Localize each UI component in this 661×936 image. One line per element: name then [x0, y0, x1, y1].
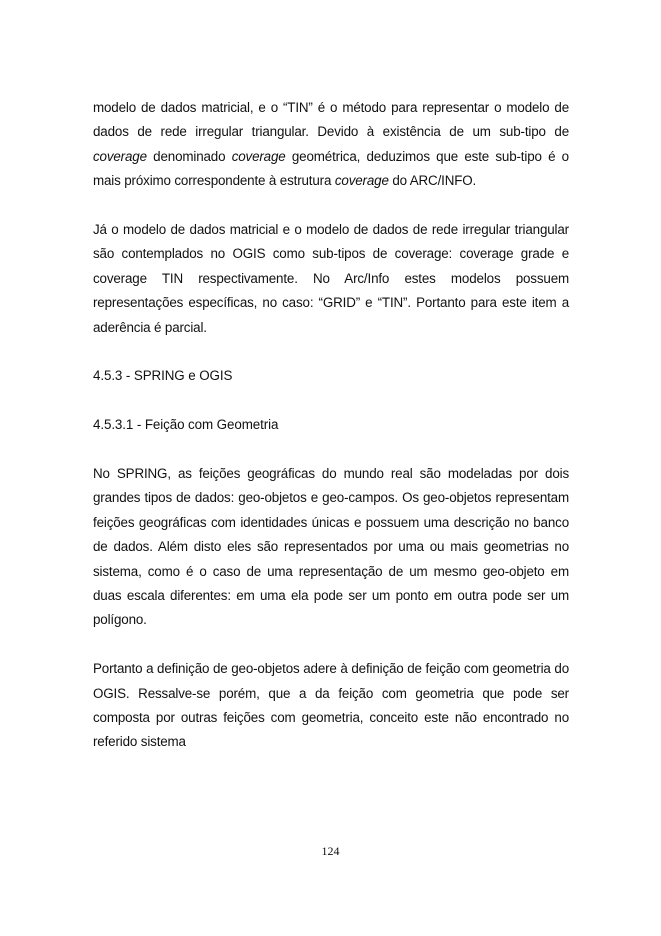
paragraph-text: do ARC/INFO. — [388, 173, 477, 189]
emphasis-coverage: coverage — [231, 148, 286, 164]
document-body — [93, 96, 569, 755]
paragraph-matrix-model: Já o modelo de dados matricial e o modelo de dados de rede irregular triangular são contemplados no OGIS como sub-tipos de coverage: coverage grade e coverage TIN respectivamente. No Arc/Info estes modelos possuem representações específicas, no caso: “GRID” e “TIN”. Portanto para este item a aderência é parcial. — [93, 222, 569, 335]
paragraph-text: modelo de dados matricial, e o “TIN” é o método para representar o modelo de dados de rede irregular triangular. Devido à existência de um sub-tipo de — [93, 100, 569, 140]
paragraph-text: geométrica, deduzimos que este sub-tipo é o mais próximo correspondente à estrutura — [93, 148, 569, 189]
paragraph-coverage — [93, 96, 569, 194]
paragraph-text: denominado — [146, 148, 232, 164]
emphasis-coverage: coverage — [93, 148, 147, 164]
section-heading: 4.5.3 - SPRING e OGIS — [93, 368, 233, 384]
paragraph-spring-features: No SPRING, as feições geográficas do mundo real são modeladas por dois grandes tipos de dados: geo-objetos e geo-campos. Os geo-objetos representam feições geográficas com identidades únicas e possuem uma descrição no banco de dados. Além disto eles são representados por uma ou mais geometrias no sistema, como é o caso de uma representação de um mesmo geo-objeto em duas escala diferentes: em uma ela pode ser um ponto em outra pode ser um polígono. — [93, 466, 569, 628]
page-number: 124 — [321, 844, 340, 858]
paragraph-conclusion: Portanto a definição de geo-objetos adere à definição de feição com geometria do OGIS. Ressalve-se porém, que a da feição com geometria que pode ser composta por outras feições com geometria, conceito este não encontrado no referido sistema — [93, 661, 569, 750]
emphasis-coverage: coverage — [334, 173, 389, 189]
subsection-heading: 4.5.3.1 - Feição com Geometria — [93, 417, 279, 433]
